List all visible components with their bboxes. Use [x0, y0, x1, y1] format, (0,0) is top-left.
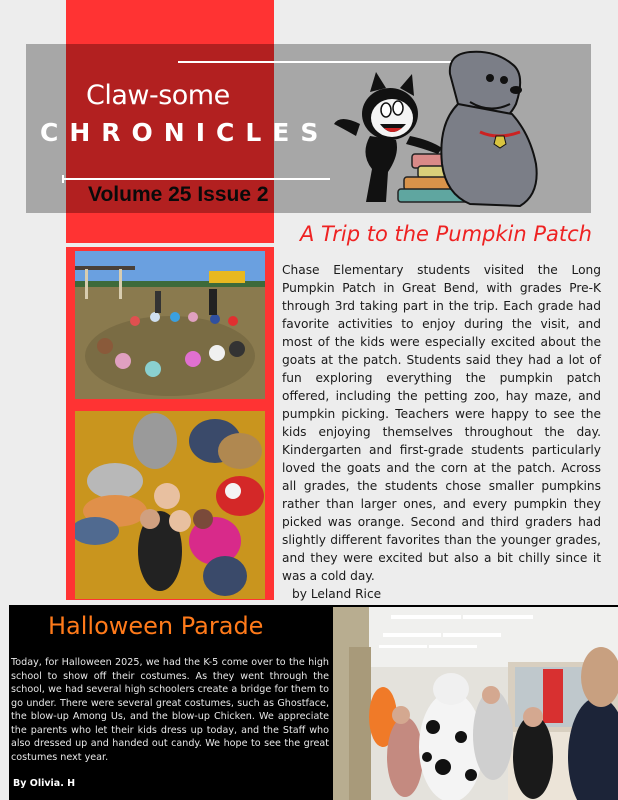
students-sitting-in-circle-photo [75, 251, 265, 399]
masthead-title-big: CHRONICLES [40, 118, 330, 147]
students-lying-in-corn-photo [75, 411, 265, 599]
hallway-costume-parade-photo [333, 607, 618, 800]
article-title-pumpkin-patch: A Trip to the Pumpkin Patch [300, 222, 592, 246]
article-byline-halloween: By Olivia. H [13, 778, 76, 789]
article-body-halloween: Today, for Halloween 2025, we had the K-5 come over to the high school to show off their costumes. As they went through the school, we had several high schoolers create a bridge for them to go under. There were several great costumes, such as Ghostface, the blow-up Among Us, and the blow-up Chicken. We appreciate the parents who let their kids dress up today, and the Staff who also dressed up and handed out candy. We hope to see the great costumes next year. [11, 657, 329, 763]
article-byline-pumpkin-patch: by Leland Rice [292, 587, 382, 601]
mascot-illustration [330, 44, 560, 213]
article-body-pumpkin-patch: Chase Elementary students visited the Long Pumpkin Patch in Great Bend, with grades Pre-K through 3rd taking part in the trip. Each grade had favorite activities to enjoy during the visit, and most of the kids were especially excited about the goats at the patch. Students said they had a lot of fun exploring everything the pumpkin patch offered, including the petting zoo, hay maze, and pumpkin picking. Teachers were happy to see the kids enjoying themselves throughout the day. Kindergarten and first-grade students particularly loved the goats and the corn at the patch. Across all grades, the students chose smaller pumpkins rather than larger ones, and every pumpkin they picked was orange. Second and third graders had slightly different favorites than the younger grades, and they were excited but also a bit chilly since it was a cold day. [282, 263, 601, 583]
bulldog-mascot-icon [441, 52, 536, 206]
volume-issue: Volume 25 Issue 2 [88, 183, 269, 206]
masthead-divider-bottom [62, 178, 330, 180]
article-title-halloween: Halloween Parade [48, 612, 264, 640]
masthead-title-small: Claw-some [86, 80, 230, 111]
